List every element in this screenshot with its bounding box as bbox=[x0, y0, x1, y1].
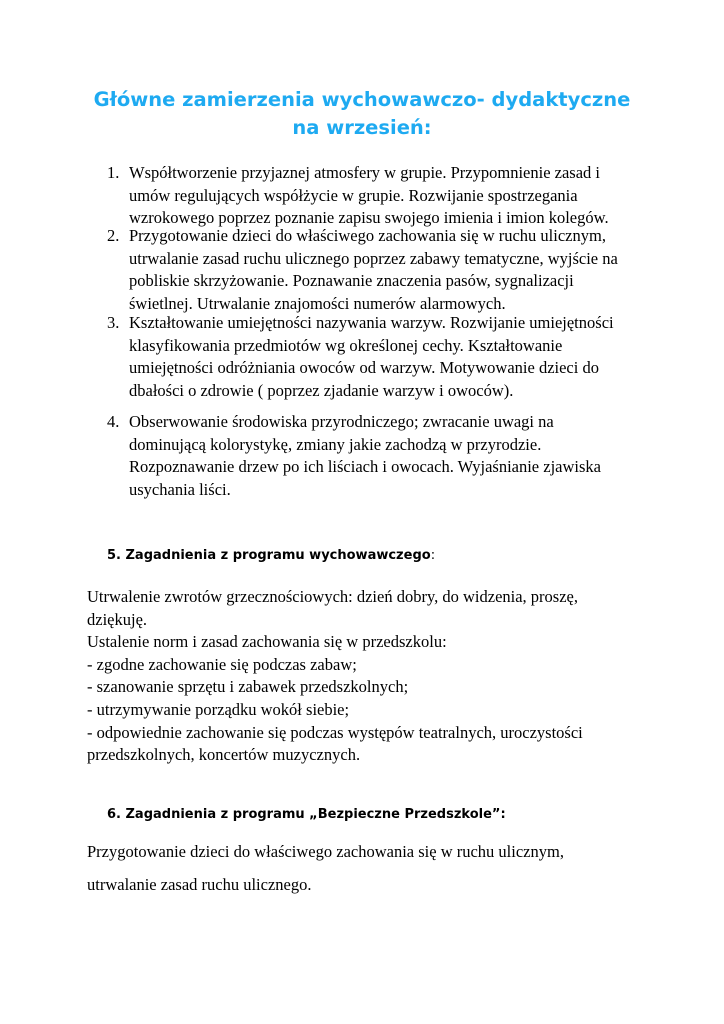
list-item-number: 1. bbox=[107, 163, 120, 182]
list-item-line: pobliskie skrzyżowanie. Poznawanie znaczenia pasów, sygnalizacji bbox=[129, 271, 574, 291]
list-item-line: umów regulujących współżycie w grupie. Rozwijanie spostrzegania bbox=[129, 185, 578, 205]
list-item bbox=[0, 162, 723, 230]
section-5-line: - szanowanie sprzętu i zabawek przedszkolnych; bbox=[87, 677, 409, 697]
section-5-body bbox=[87, 586, 687, 767]
section-6-heading: 6. Zagadnienia z programu „Bezpieczne Przedszkole”: bbox=[107, 807, 506, 822]
list-item-number: 3. bbox=[107, 313, 120, 332]
title-line-2: na wrzesień: bbox=[292, 116, 432, 139]
list-item bbox=[0, 312, 723, 402]
section-5-line: - zgodne zachowanie się podczas zabaw; bbox=[87, 654, 357, 674]
list-item-line: wzrokowego poprzez poznanie zapisu swojego imienia i imion kolegów. bbox=[129, 208, 609, 228]
section-5-heading-colon: : bbox=[430, 548, 436, 563]
list-item-line: Obserwowanie środowiska przyrodniczego; zwracanie uwagi na bbox=[129, 412, 554, 431]
section-5-line: dziękuję. bbox=[87, 609, 148, 629]
list-item-line: świetlnej. Utrwalanie znajomości numerów alarmowych. bbox=[129, 293, 506, 313]
list-item-line: klasyfikowania przedmiotów wg określonej cechy. Kształtowanie bbox=[129, 335, 563, 355]
title-line-1: Główne zamierzenia wychowawczo- dydaktyczne bbox=[93, 88, 631, 111]
list-item-line: utrwalanie zasad ruchu ulicznego poprzez zabawy tematyczne, wyjście na bbox=[129, 248, 618, 268]
list-item-line: Przygotowanie dzieci do właściwego zachowania się w ruchu ulicznym, bbox=[129, 226, 606, 245]
list-item-line: Współtworzenie przyjaznej atmosfery w grupie. Przypomnienie zasad i bbox=[129, 163, 600, 182]
list-item bbox=[0, 411, 723, 501]
section-5-line: - utrzymywanie porządku wokół siebie; bbox=[87, 699, 350, 719]
section-5-line: - odpowiednie zachowanie się podczas występów teatralnych, uroczystości bbox=[87, 722, 583, 742]
section-6-line: utrwalanie zasad ruchu ulicznego. bbox=[87, 875, 312, 894]
list-item-number: 2. bbox=[107, 226, 120, 245]
list-item-line: Kształtowanie umiejętności nazywania warzyw. Rozwijanie umiejętności bbox=[129, 313, 614, 332]
page-title bbox=[60, 86, 664, 142]
list-item-line: Rozpoznawanie drzew po ich liściach i owocach. Wyjaśnianie zjawiska bbox=[129, 457, 601, 477]
section-5-line: Ustalenie norm i zasad zachowania się w przedszkolu: bbox=[87, 632, 447, 652]
list-item-line: usychania liści. bbox=[129, 479, 231, 499]
section-5-line: Utrwalenie zwrotów grzecznościowych: dzień dobry, do widzenia, proszę, bbox=[87, 587, 578, 606]
section-5-heading bbox=[107, 547, 435, 565]
section-6-body bbox=[87, 835, 687, 901]
list-item-line: dominującą kolorystykę, zmiany jakie zachodzą w przyrodzie. bbox=[129, 434, 542, 454]
section-5-heading-text: 5. Zagadnienia z programu wychowawczego bbox=[107, 548, 431, 563]
list-item-line: dbałości o zdrowie ( poprzez zjadanie warzyw i owoców). bbox=[129, 380, 514, 400]
list-item-number: 4. bbox=[107, 412, 120, 431]
section-6-line: Przygotowanie dzieci do właściwego zachowania się w ruchu ulicznym, bbox=[87, 842, 564, 861]
section-5-line: przedszkolnych, koncertów muzycznych. bbox=[87, 745, 361, 765]
list-item-line: umiejętności odróżniania owoców od warzyw. Motywowanie dzieci do bbox=[129, 358, 599, 378]
list-item bbox=[0, 225, 723, 315]
